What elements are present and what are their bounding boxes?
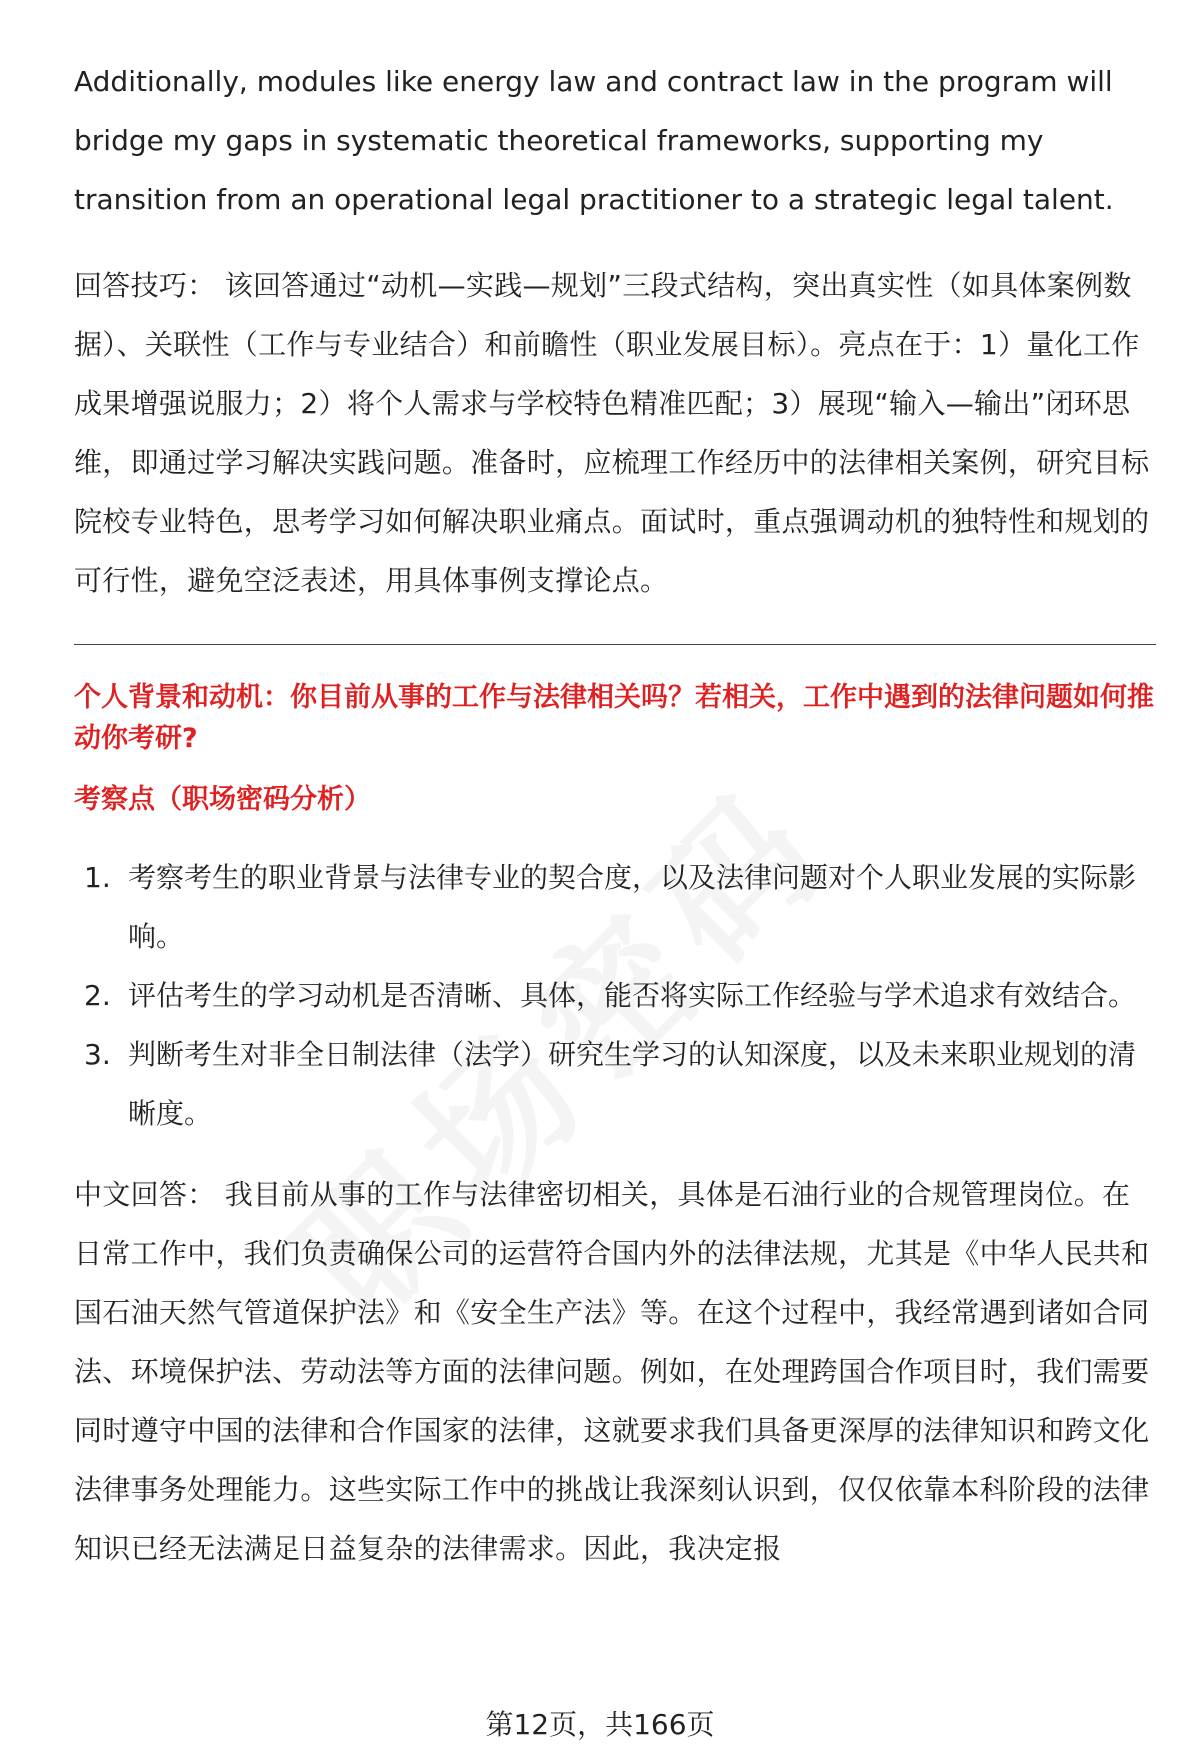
list-item-text: 考察考生的职业背景与法律专业的契合度，以及法律问题对个人职业发展的实际影响。 [128,861,1137,953]
page-content [74,52,1154,1578]
list-item [74,848,1154,966]
answer-paragraph: 中文回答： 我目前从事的工作与法律密切相关，具体是石油行业的合规管理岗位。在日常工作中，我们负责确保公司的运营符合国内外的法律法规，尤其是《中华人民共和国石油天然气管道保护法》和《安全生产法》等。在这个过程中，我经常遇到诸如合同法、环境保护法、劳动法等方面的法律问题。例如，在处理跨国合作项目时，我们需要同时遵守中国的法律和合作国家的法律，这就要求我们具备更深厚的法律知识和跨文化法律事务处理能力。这些实际工作中的挑战让我深刻认识到，仅仅依靠本科阶段的法律知识已经无法满足日益复杂的法律需求。因此，我决定报 [74,1178,1150,1565]
points-list [74,848,1154,1143]
list-item-text: 评估考生的学习动机是否清晰、具体，能否将实际工作经验与学术追求有效结合。 [128,979,1137,1012]
english-paragraph: Additionally, modules like energy law and contract law in the program will bridge my gaps in systematic theoretical frameworks, supporting my transition from an operational legal practitioner to a strategic legal talent. [74,65,1114,216]
list-item [74,1025,1154,1143]
question-heading: 个人背景和动机：你目前从事的工作与法律相关吗？若相关，工作中遇到的法律问题如何推动你考研? [74,682,1154,754]
list-item-text: 判断考生对非全日制法律（法学）研究生学习的认知深度，以及未来职业规划的清晰度。 [128,1038,1137,1130]
section-divider [74,644,1156,645]
list-item-number: 2. [84,979,111,1012]
list-item-number: 3. [84,1038,111,1071]
list-item [74,966,1154,1025]
tips-paragraph: 回答技巧： 该回答通过“动机—实践—规划”三段式结构，突出真实性（如具体案例数据）、关联性（工作与专业结合）和前瞻性（职业发展目标）。亮点在于：1）量化工作成果增强说服力；2）将个人需求与学校特色精准匹配；3）展现“输入—输出”闭环思维，即通过学习解决实践问题。准备时，应梳理工作经历中的法律相关案例，研究目标院校专业特色，思考学习如何解决职业痛点。面试时，重点强调动机的独特性和规划的可行性，避免空泛表述，用具体事例支撑论点。 [74,269,1150,597]
page-footer: 第12页，共166页 [485,1708,715,1741]
points-title: 考察点（职场密码分析） [74,784,371,815]
list-item-number: 1. [84,861,111,894]
